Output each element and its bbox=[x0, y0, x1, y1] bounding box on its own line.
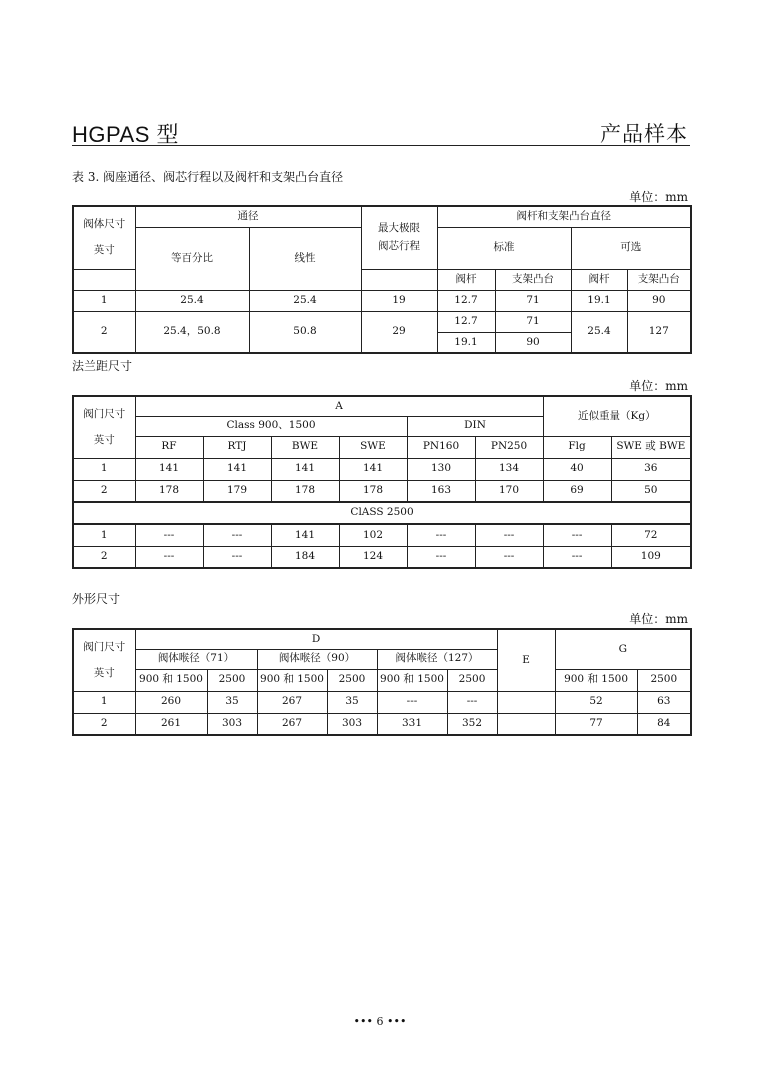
cell: 71 bbox=[495, 311, 571, 332]
header-pn250: PN250 bbox=[475, 436, 543, 458]
cell: 35 bbox=[327, 691, 377, 713]
cell: --- bbox=[203, 524, 271, 546]
header-rtj: RTJ bbox=[203, 436, 271, 458]
header-a: A bbox=[135, 396, 543, 416]
cell: 25.4，50.8 bbox=[135, 311, 249, 353]
bore-travel-table bbox=[72, 205, 692, 354]
document-type: 产品样本 bbox=[600, 122, 688, 146]
cell: 35 bbox=[207, 691, 257, 713]
cell: 25.4 bbox=[135, 290, 249, 311]
header-class-900-1500: Class 900、1500 bbox=[135, 416, 407, 436]
cell bbox=[497, 691, 555, 713]
cell: 12.7 bbox=[437, 290, 495, 311]
header-max-travel: 最大极限阀芯行程 bbox=[361, 206, 437, 269]
table-row bbox=[73, 524, 691, 546]
header-throat-127: 阀体喉径（127） bbox=[377, 649, 497, 669]
cell: 267 bbox=[257, 713, 327, 735]
cell: --- bbox=[135, 524, 203, 546]
cell: 71 bbox=[495, 290, 571, 311]
cell: --- bbox=[475, 524, 543, 546]
header-bore: 通径 bbox=[135, 206, 361, 227]
cell: 141 bbox=[135, 458, 203, 480]
cell: 36 bbox=[611, 458, 691, 480]
header-valve-size: 阀门尺寸 英寸 bbox=[73, 629, 135, 691]
cell bbox=[497, 713, 555, 735]
cell: 19.1 bbox=[571, 290, 627, 311]
header-pn160: PN160 bbox=[407, 436, 475, 458]
cell: 25.4 bbox=[571, 311, 627, 353]
cell: 77 bbox=[555, 713, 637, 735]
table-row bbox=[73, 458, 691, 480]
cell: 29 bbox=[361, 311, 437, 353]
cell: 1 bbox=[73, 290, 135, 311]
class-2500-header: ClASS 2500 bbox=[73, 502, 691, 524]
cell: 178 bbox=[271, 480, 339, 502]
header-size: 阀体尺寸 英寸 bbox=[73, 206, 135, 269]
header-flg: Flg bbox=[543, 436, 611, 458]
header-linear: 线性 bbox=[249, 227, 361, 290]
cell: 1 bbox=[73, 691, 135, 713]
table-row bbox=[73, 311, 691, 332]
cell: --- bbox=[543, 524, 611, 546]
cell: 303 bbox=[327, 713, 377, 735]
header-e: E bbox=[497, 629, 555, 691]
cell: --- bbox=[377, 691, 447, 713]
cell: 90 bbox=[627, 290, 691, 311]
cell: 69 bbox=[543, 480, 611, 502]
header-std-stem: 阀杆 bbox=[437, 269, 495, 290]
table-row bbox=[73, 713, 691, 735]
header-valve-size: 阀门尺寸 英寸 bbox=[73, 396, 135, 458]
page-number: ••• 6 ••• bbox=[353, 1015, 407, 1028]
cell: 184 bbox=[271, 546, 339, 568]
flange-dimension-table bbox=[72, 395, 692, 569]
cell: 1 bbox=[73, 524, 135, 546]
table2-caption: 法兰距尺寸 bbox=[72, 359, 133, 373]
header-class: 2500 bbox=[207, 669, 257, 691]
cell: 163 bbox=[407, 480, 475, 502]
cell: 102 bbox=[339, 524, 407, 546]
table-row bbox=[73, 691, 691, 713]
cell: 178 bbox=[135, 480, 203, 502]
header-class: 2500 bbox=[447, 669, 497, 691]
cell: 141 bbox=[271, 458, 339, 480]
header-class: 900 和 1500 bbox=[135, 669, 207, 691]
overall-dimension-table bbox=[72, 628, 692, 736]
header-opt-yoke: 支架凸台 bbox=[627, 269, 691, 290]
header-rule bbox=[72, 145, 690, 146]
cell: 124 bbox=[339, 546, 407, 568]
cell: --- bbox=[447, 691, 497, 713]
header-class: 2500 bbox=[327, 669, 377, 691]
header-class: 900 和 1500 bbox=[555, 669, 637, 691]
document-title: HGPAS 型 bbox=[72, 122, 180, 147]
header-throat-90: 阀体喉径（90） bbox=[257, 649, 377, 669]
cell: --- bbox=[203, 546, 271, 568]
table3-unit: 单位：mm bbox=[629, 612, 688, 626]
cell: --- bbox=[407, 546, 475, 568]
cell: 261 bbox=[135, 713, 207, 735]
cell: 260 bbox=[135, 691, 207, 713]
header-std-yoke: 支架凸台 bbox=[495, 269, 571, 290]
cell: 179 bbox=[203, 480, 271, 502]
header-rf: RF bbox=[135, 436, 203, 458]
cell: 130 bbox=[407, 458, 475, 480]
header-travel-spacer bbox=[361, 269, 437, 290]
cell: 331 bbox=[377, 713, 447, 735]
cell: 63 bbox=[637, 691, 691, 713]
header-swe-bwe: SWE 或 BWE bbox=[611, 436, 691, 458]
header-class: 2500 bbox=[637, 669, 691, 691]
cell: --- bbox=[135, 546, 203, 568]
cell: 141 bbox=[271, 524, 339, 546]
cell: 127 bbox=[627, 311, 691, 353]
header-class: 900 和 1500 bbox=[377, 669, 447, 691]
cell: --- bbox=[407, 524, 475, 546]
cell: 50.8 bbox=[249, 311, 361, 353]
cell: 25.4 bbox=[249, 290, 361, 311]
cell: 19 bbox=[361, 290, 437, 311]
table1-caption: 表 3. 阀座通径、阀芯行程以及阀杆和支架凸台直径 bbox=[72, 170, 344, 184]
table2-unit: 单位：mm bbox=[629, 379, 688, 393]
cell: 1 bbox=[73, 458, 135, 480]
header-weight: 近似重量（Kg） bbox=[543, 396, 691, 436]
header-stem-yoke: 阀杆和支架凸台直径 bbox=[437, 206, 691, 227]
header-din: DIN bbox=[407, 416, 543, 436]
cell: 109 bbox=[611, 546, 691, 568]
header-d: D bbox=[135, 629, 497, 649]
cell: 141 bbox=[203, 458, 271, 480]
cell: 352 bbox=[447, 713, 497, 735]
header-equal-percentage: 等百分比 bbox=[135, 227, 249, 290]
table3-caption: 外形尺寸 bbox=[72, 592, 121, 606]
cell: 90 bbox=[495, 332, 571, 353]
table1-unit: 单位：mm bbox=[629, 190, 688, 204]
header-throat-71: 阀体喉径（71） bbox=[135, 649, 257, 669]
cell: 134 bbox=[475, 458, 543, 480]
cell: 170 bbox=[475, 480, 543, 502]
cell: 141 bbox=[339, 458, 407, 480]
cell: 267 bbox=[257, 691, 327, 713]
cell: 50 bbox=[611, 480, 691, 502]
cell: 84 bbox=[637, 713, 691, 735]
cell: 2 bbox=[73, 311, 135, 353]
cell: --- bbox=[475, 546, 543, 568]
header-g: G bbox=[555, 629, 691, 669]
cell: 72 bbox=[611, 524, 691, 546]
cell: 2 bbox=[73, 480, 135, 502]
header-inch-spacer bbox=[73, 269, 135, 290]
cell: 52 bbox=[555, 691, 637, 713]
table-row bbox=[73, 480, 691, 502]
header-class: 900 和 1500 bbox=[257, 669, 327, 691]
table-row bbox=[73, 546, 691, 568]
cell: 2 bbox=[73, 546, 135, 568]
cell: 178 bbox=[339, 480, 407, 502]
cell: --- bbox=[543, 546, 611, 568]
header-swe: SWE bbox=[339, 436, 407, 458]
header-opt-stem: 阀杆 bbox=[571, 269, 627, 290]
table-row bbox=[73, 290, 691, 311]
cell: 303 bbox=[207, 713, 257, 735]
cell: 19.1 bbox=[437, 332, 495, 353]
header-standard: 标准 bbox=[437, 227, 571, 269]
cell: 12.7 bbox=[437, 311, 495, 332]
header-optional: 可选 bbox=[571, 227, 691, 269]
header-bwe: BWE bbox=[271, 436, 339, 458]
cell: 2 bbox=[73, 713, 135, 735]
cell: 40 bbox=[543, 458, 611, 480]
